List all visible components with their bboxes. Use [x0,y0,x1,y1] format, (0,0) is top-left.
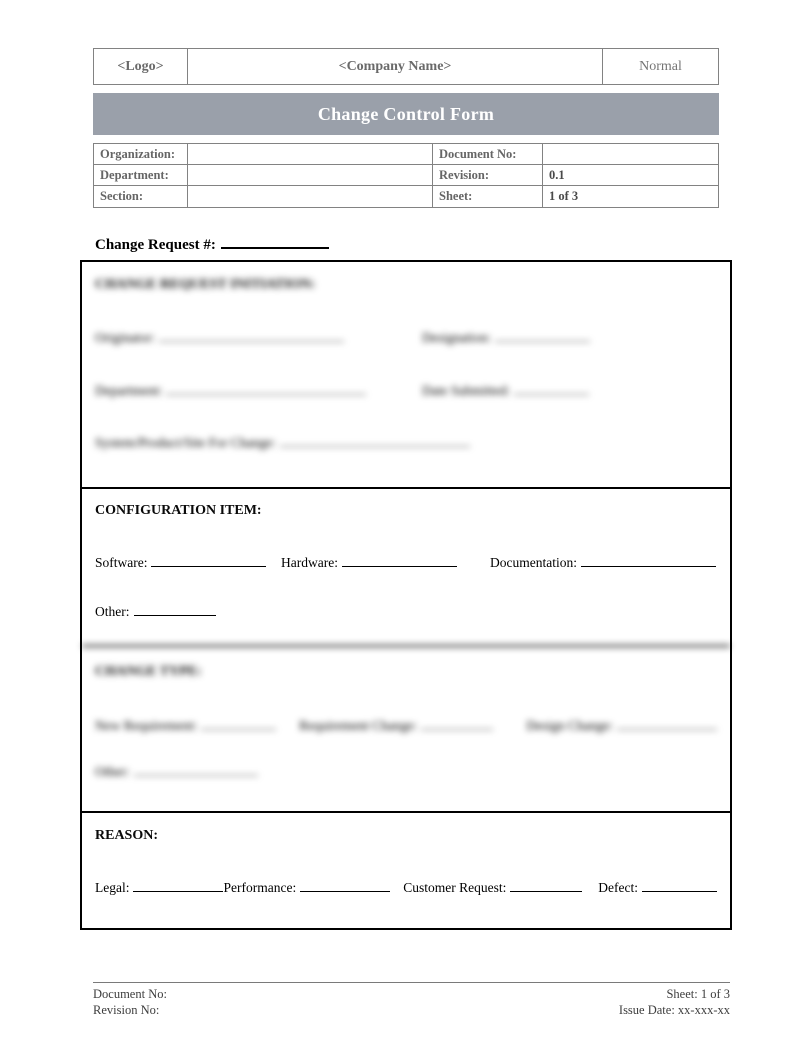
footer-left [93,986,167,1018]
section-value[interactable] [188,186,433,207]
documentation-blank[interactable] [581,555,716,567]
section-label: Section: [94,186,188,207]
requirement-change-blank [421,718,493,730]
customer-request-label: Customer Request: [403,880,507,895]
doc-info-table [93,143,719,208]
change-request-line [95,236,812,255]
document-no-value[interactable] [543,144,718,164]
performance-field [223,878,403,897]
legal-field [95,878,223,897]
software-blank[interactable] [151,555,266,567]
originator-field [95,328,422,347]
ct-other-field [95,762,258,781]
defect-field [598,878,717,897]
doc-info-row [94,144,718,165]
footer-revision-no: Revision No: [93,1003,160,1017]
originator-blank [159,330,344,342]
footer-sheet: Sheet: 1 of 3 [666,987,730,1001]
configuration-item-heading: CONFIGURATION ITEM: [95,503,262,518]
change-request-blank[interactable] [221,237,329,249]
section-configuration-item [82,487,730,645]
revision-label: Revision: [433,165,543,185]
footer-issue-date: Issue Date: xx-xxx-xx [618,1003,730,1017]
hardware-blank[interactable] [342,555,457,567]
initiation-row-2 [95,381,717,400]
originator-label: Originator: [95,330,155,345]
department-label: Department: [94,165,188,185]
doc-classification: Normal [602,49,718,84]
new-requirement-label: New Requirement: [95,718,198,733]
new-requirement-field [95,716,299,735]
customer-request-blank[interactable] [510,880,582,892]
customer-request-field [403,878,598,897]
section-change-request-initiation [82,262,730,487]
performance-blank[interactable] [300,880,390,892]
ci-other-field [95,602,216,621]
designation-blank [495,330,590,342]
software-field [95,553,281,572]
configuration-item-row-2 [95,602,717,621]
document-no-label: Document No: [433,144,543,164]
ct-other-label: Other: [95,764,130,779]
software-label: Software: [95,555,148,570]
form-box [80,260,732,930]
doc-info-row [94,186,718,207]
design-change-blank [617,718,717,730]
initiation-heading: CHANGE REQUEST INITIATION: [95,277,316,292]
documentation-field [490,553,716,572]
hardware-label: Hardware: [281,555,338,570]
change-type-row-2 [95,762,717,781]
page-footer [93,982,730,1018]
configuration-item-row-1 [95,553,717,572]
doc-info-row [94,165,718,186]
design-change-label: Design Change: [526,718,613,733]
system-product-site-field [95,433,470,452]
department-blank [166,383,366,395]
logo-placeholder: <Logo> [94,49,188,84]
hardware-field [281,553,490,572]
designation-field [422,328,590,347]
defect-blank[interactable] [642,880,717,892]
requirement-change-label: Requirement Change: [299,718,418,733]
system-product-site-label: System/Product/Site For Change: [95,435,276,450]
department-field [95,381,422,400]
department-field-label: Department: [95,383,163,398]
section-reason [82,811,730,928]
initiation-row-1 [95,328,717,347]
section-change-type [82,645,730,811]
legal-blank[interactable] [133,880,223,892]
ci-other-label: Other: [95,604,130,619]
header-table [93,48,719,85]
requirement-change-field [299,716,526,735]
sheet-value: 1 of 3 [549,189,579,203]
ct-other-blank [134,764,258,776]
form-title: Change Control Form [317,103,495,124]
date-submitted-blank [514,383,589,395]
performance-label: Performance: [223,880,297,895]
new-requirement-blank [201,718,276,730]
designation-label: Designation: [422,330,491,345]
date-submitted-label: Date Submitted: [422,383,511,398]
reason-heading: REASON: [95,828,159,843]
design-change-field [526,716,717,735]
footer-right [619,986,730,1018]
initiation-row-3 [95,433,717,452]
legal-label: Legal: [95,880,130,895]
sheet-label: Sheet: [433,186,543,207]
change-type-heading: CHANGE TYPE: [95,664,202,679]
date-submitted-field [422,381,589,400]
footer-document-no: Document No: [93,987,167,1001]
reason-row-1 [95,878,717,897]
change-type-row-1 [95,716,717,735]
form-title-bar [93,93,719,135]
ci-other-blank[interactable] [134,604,216,616]
organization-label: Organization: [94,144,188,164]
department-value[interactable] [188,165,433,185]
company-name-placeholder: <Company Name> [338,58,452,74]
system-product-site-blank [280,435,470,447]
defect-label: Defect: [598,880,638,895]
documentation-label: Documentation: [490,555,577,570]
organization-value[interactable] [188,144,433,164]
revision-value: 0.1 [549,167,565,182]
change-request-label: Change Request #: [95,237,216,253]
